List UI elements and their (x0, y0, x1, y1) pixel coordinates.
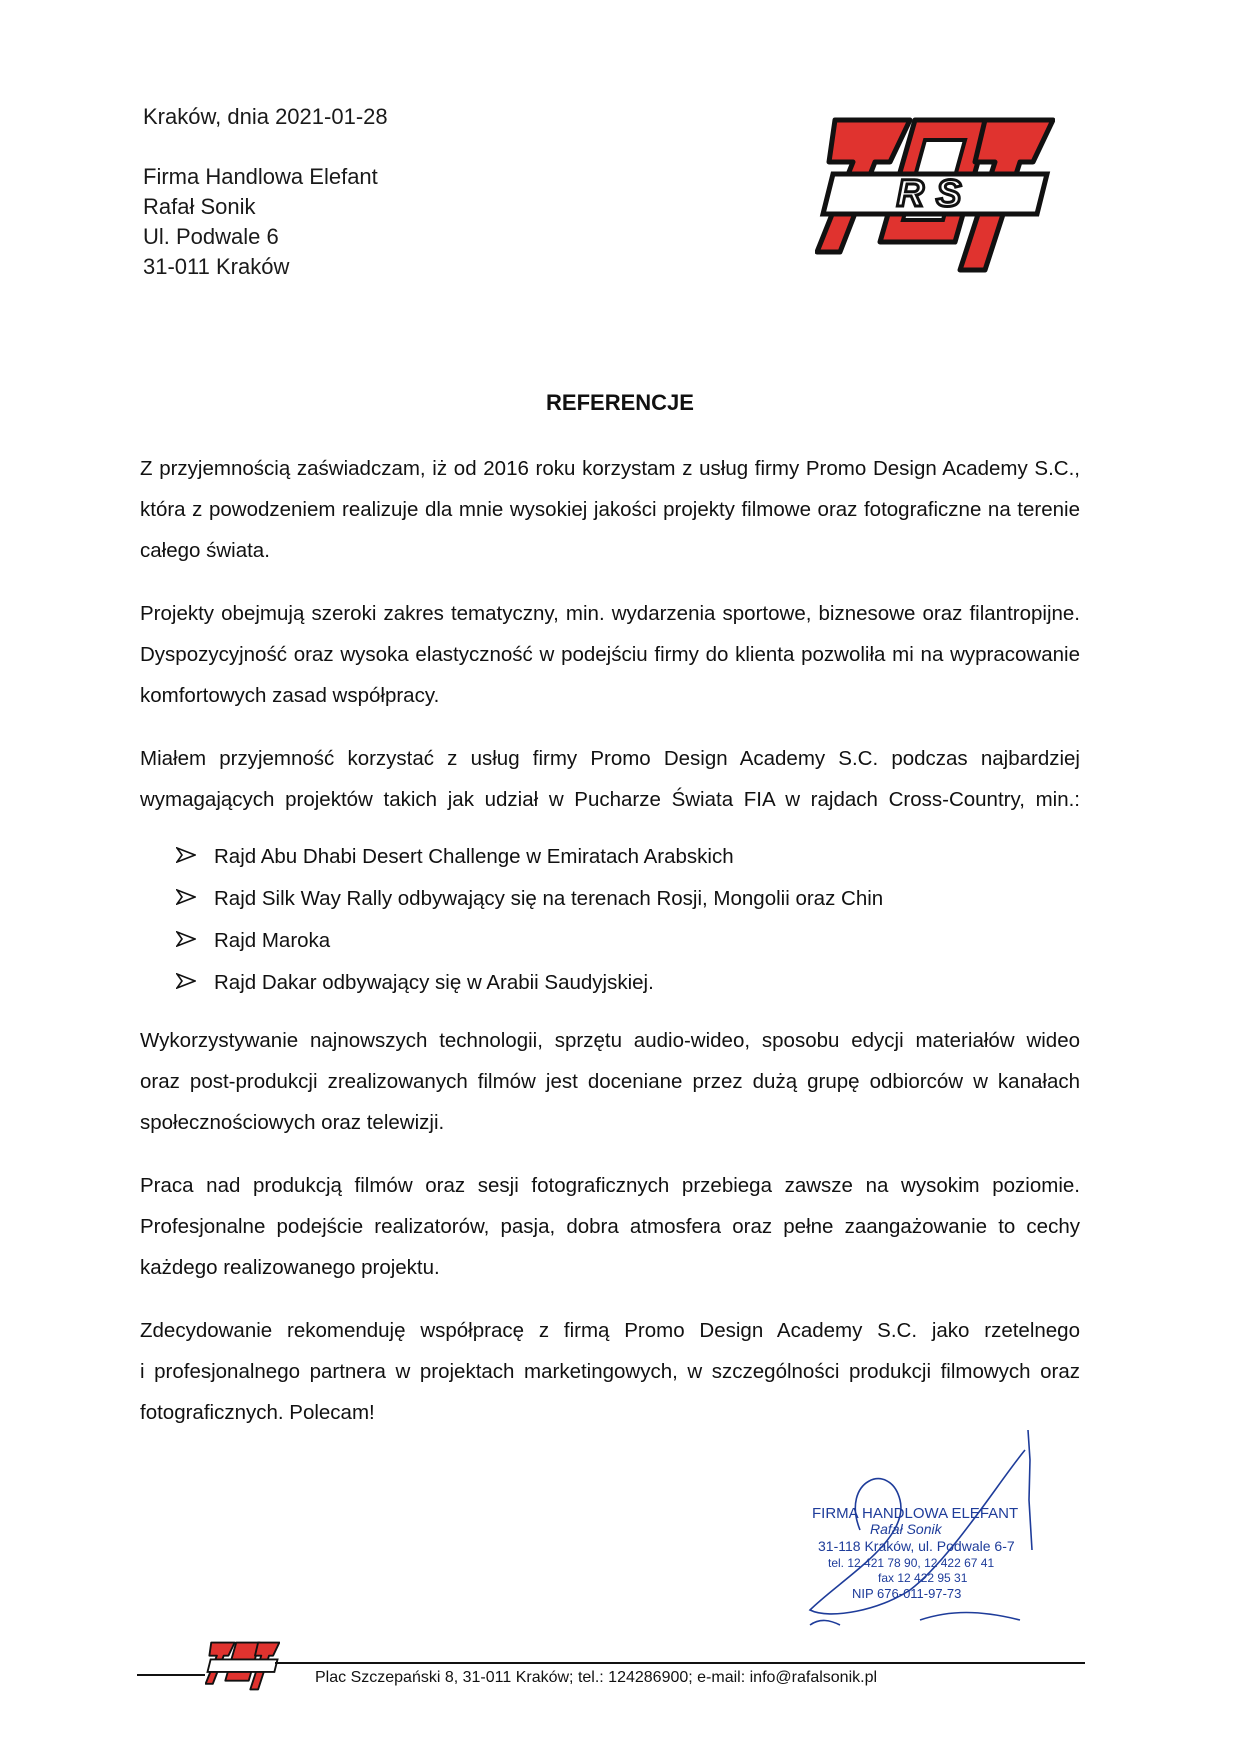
paragraph-line: Projekty obejmują szeroki zakres tematyczny, min. wydarzenia sportowe, biznesowe oraz filantropijne. (140, 602, 1080, 625)
paragraph-line: i profesjonalnego partnera w projektach marketingowych, w szczególności produkcji filmowych oraz (140, 1360, 1080, 1383)
svg-text:RS: RS (896, 173, 974, 215)
paragraph-line: każdego realizowanego projektu. (140, 1256, 440, 1279)
paragraph-line: oraz post-produkcji zrealizowanych filmów jest doceniane przez dużą grupę odbiorców w kanałach (140, 1070, 1080, 1093)
arrowhead-icon (176, 878, 214, 920)
paragraph-5 (140, 1165, 1080, 1288)
paragraph-6 (140, 1310, 1080, 1433)
paragraph-line: społecznościowych oraz telewizji. (140, 1111, 445, 1134)
footer-rule-left (137, 1674, 205, 1676)
paragraph-line: Miałem przyjemność korzystać z usług firmy Promo Design Academy S.C. podczas najbardziej (140, 747, 1080, 770)
recipient-line: Ul. Podwale 6 (143, 224, 279, 249)
list-item-text: Rajd Abu Dhabi Desert Challenge w Emiratach Arabskich (214, 845, 734, 868)
recipient-line: Firma Handlowa Elefant (143, 164, 378, 189)
paragraph-line: która z powodzeniem realizuje dla mnie wysokiej jakości projekty filmowe oraz fotograficzne na terenie (140, 498, 1080, 521)
paragraph-line: Dyspozycyjność oraz wysoka elastyczność w podejściu firmy do klienta pozwoliła mi na wypracowanie (140, 643, 1080, 666)
paragraph-line: całego świata. (140, 539, 270, 562)
stamp-line: tel. 12 421 78 90, 12 422 67 41 (828, 1556, 995, 1570)
list-item (176, 962, 883, 1004)
stamp-line: NIP 676-011-97-73 (852, 1586, 962, 1601)
paragraph-line: Zdecydowanie rekomenduję współpracę z firmą Promo Design Academy S.C. jako rzetelnego (140, 1319, 1080, 1342)
paragraph-2 (140, 593, 1080, 716)
paragraph-line: Z przyjemnością zaświadczam, iż od 2016 roku korzystam z usług firmy Promo Design Academy S.C., (140, 457, 1080, 480)
date-line: Kraków, dnia 2021-01-28 (143, 104, 388, 129)
company-logo-101rs (815, 102, 1055, 282)
paragraph-1 (140, 448, 1080, 571)
list-item (176, 878, 883, 920)
recipient-line: 31-011 Kraków (143, 254, 290, 279)
footer-address: Plac Szczepański 8, 31-011 Kraków; tel.: 124286900; e-mail: info@rafalsonik.pl (315, 1669, 878, 1686)
paragraph-line: Praca nad produkcją filmów oraz sesji fotograficznych przebiega zawsze na wysokim poziomie. (140, 1174, 1080, 1197)
document-title: REFERENCJE (546, 390, 694, 415)
stamp-line: FIRMA HANDLOWA ELEFANT (812, 1505, 1019, 1522)
arrowhead-icon (176, 836, 214, 878)
header-block (143, 102, 388, 282)
stamp-line: Rafał Sonik (870, 1521, 942, 1537)
footer-logo-101rs (205, 1635, 280, 1695)
stamp-line: fax 12 422 95 31 (878, 1571, 968, 1585)
rally-list (176, 836, 883, 1004)
paragraph-3 (140, 738, 1080, 820)
company-stamp (800, 1420, 1045, 1630)
footer-rule-right (275, 1662, 1085, 1664)
recipient-line: Rafał Sonik (143, 194, 256, 219)
list-item (176, 836, 883, 878)
list-item-text: Rajd Maroka (214, 929, 331, 952)
paragraph-line: Wykorzystywanie najnowszych technologii, sprzętu audio-wideo, sposobu edycji materiałów wideo (140, 1029, 1080, 1052)
paragraph-4 (140, 1020, 1080, 1143)
stamp-line: 31-118 Kraków, ul. Podwale 6-7 (818, 1538, 1015, 1554)
paragraph-line: wymagających projektów takich jak udział w Pucharze Świata FIA w rajdach Cross-Country, min.: (140, 788, 1080, 811)
paragraph-line: fotograficznych. Polecam! (140, 1401, 375, 1424)
list-item (176, 920, 883, 962)
list-item-text: Rajd Dakar odbywający się w Arabii Saudyjskiej. (214, 971, 654, 994)
arrowhead-icon (176, 962, 214, 1004)
paragraph-line: komfortowych zasad współpracy. (140, 684, 440, 707)
paragraph-line: Profesjonalne podejście realizatorów, pasja, dobra atmosfera oraz pełne zaangażowanie to cechy (140, 1215, 1080, 1238)
arrowhead-icon (176, 920, 214, 962)
list-item-text: Rajd Silk Way Rally odbywający się na terenach Rosji, Mongolii oraz Chin (214, 887, 884, 910)
